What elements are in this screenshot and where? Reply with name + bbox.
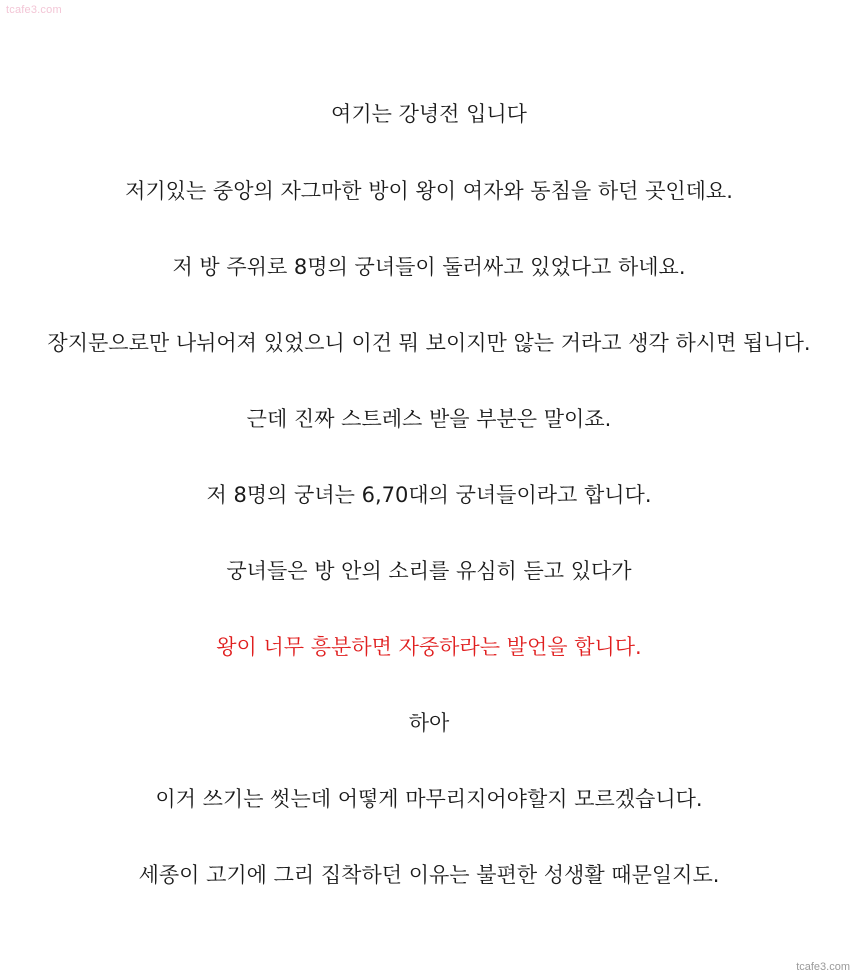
- text-line-5: 근데 진짜 스트레스 받을 부분은 말이죠.: [246, 407, 612, 431]
- text-line-3: 저 방 주위로 8명의 궁녀들이 둘러싸고 있었다고 하네요.: [172, 255, 686, 279]
- text-line-10: 이거 쓰기는 썻는데 어떻게 마무리지어야할지 모르겠습니다.: [155, 787, 703, 811]
- text-line-9: 하아: [408, 711, 450, 735]
- text-line-7: 궁녀들은 방 안의 소리를 유심히 듣고 있다가: [226, 559, 632, 583]
- text-line-4: 장지문으로만 나뉘어져 있었으니 이건 뭐 보이지만 않는 거라고 생각 하시면 됩니다.: [47, 331, 811, 355]
- text-line-8-highlight: 왕이 너무 흥분하면 자중하라는 발언을 합니다.: [216, 635, 642, 659]
- watermark-top: tcafe3.com: [6, 4, 62, 16]
- text-line-6: 저 8명의 궁녀는 6,70대의 궁녀들이라고 합니다.: [206, 483, 652, 507]
- text-line-1: 여기는 강녕전 입니다: [331, 102, 527, 126]
- watermark-bottom: tcafe3.com: [796, 961, 850, 973]
- text-line-2: 저기있는 중앙의 자그마한 방이 왕이 여자와 동침을 하던 곳인데요.: [125, 179, 733, 203]
- text-line-11: 세종이 고기에 그리 집착하던 이유는 불편한 성생활 때문일지도.: [138, 863, 720, 887]
